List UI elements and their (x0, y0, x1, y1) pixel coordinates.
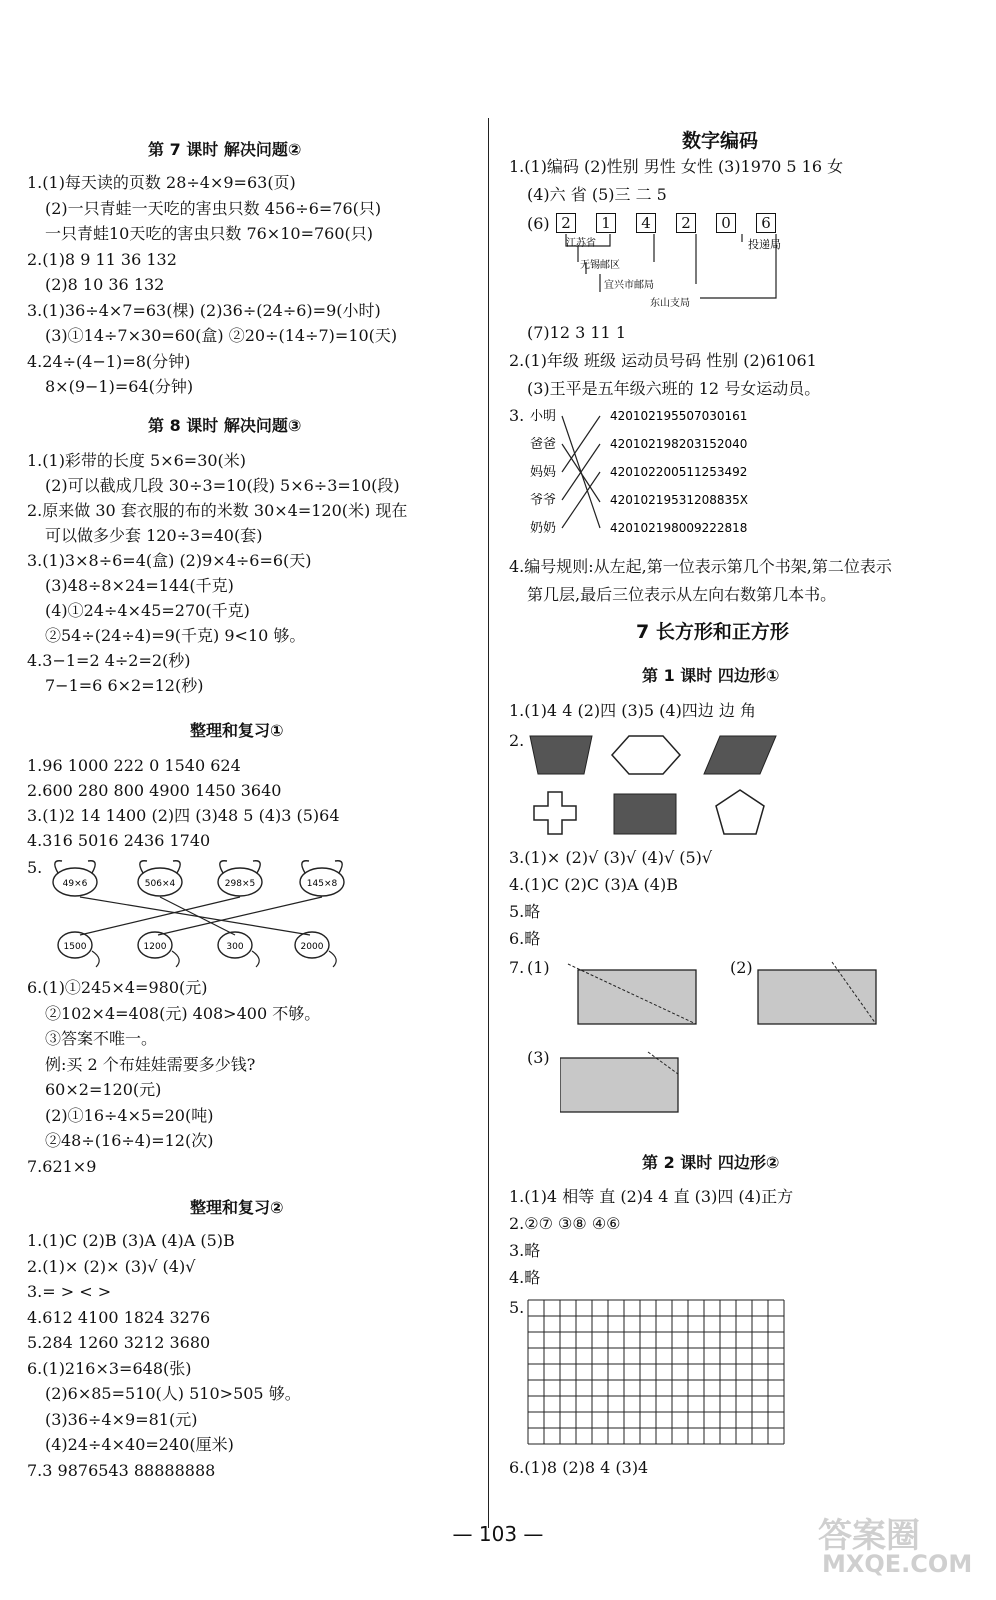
label-jiangsu: 江苏省 (566, 238, 596, 249)
s7-line: 3.(1)36÷4×7=63(棵) (2)36÷(24÷6)=9(小时) (27, 300, 381, 320)
r1b-line: 例:买 2 个布娃娃需要多少钱? (45, 1054, 256, 1074)
r1b-line: 60×2=120(元) (45, 1080, 162, 1099)
cross-shape (534, 792, 576, 834)
digit-box-3: 4 (636, 213, 656, 233)
label-dongshan: 东山支局 (650, 298, 690, 309)
column-divider (488, 118, 489, 1528)
section-title-quad1: 第 1 课时 四边形① (642, 666, 780, 685)
s7-line: 4.24÷(4−1)=8(分钟) (27, 351, 191, 371)
r1b-line: 7.621×9 (27, 1156, 97, 1176)
q7-label: 7. (509, 958, 525, 977)
q3-label: 3. (509, 406, 525, 425)
code_c-line: 第几层,最后三位表示从左向右数第几本书。 (527, 585, 837, 604)
code_b-line: (7)12 3 11 1 (527, 323, 626, 342)
r1b-line: 6.(1)①245×4=980(元) (27, 978, 208, 997)
s7-line: 2.(1)8 9 11 36 132 (27, 249, 177, 269)
id-2: 420102198203152040 (610, 437, 748, 451)
matching-lines (80, 897, 322, 935)
q7-part1-label: (1) (527, 958, 550, 977)
digit-box-2: 1 (596, 213, 616, 233)
cat-label-2: 506×4 (144, 879, 176, 889)
mouse-3 (218, 932, 259, 967)
q6-label: (6) (527, 214, 550, 233)
trapezoid-shape (530, 736, 592, 774)
digit-box-5: 0 (716, 213, 736, 233)
mouse-label-3: 300 (226, 942, 244, 952)
l2-line: 2.②⑦ ③⑧ ④⑥ (509, 1214, 621, 1233)
label-yixing: 宜兴市邮局 (604, 280, 654, 291)
label-delivery: 投递局 (748, 238, 781, 251)
watermark-url: MXQE.COM (822, 1550, 973, 1578)
s8-line: ②54÷(24÷4)=9(千克) 9<10 够。 (45, 626, 306, 645)
mouse-1 (58, 932, 99, 967)
l1b-line: 6.略 (509, 929, 541, 948)
r2-line: 2.(1)× (2)× (3)√ (4)√ (27, 1256, 196, 1276)
s8-line: 1.(1)彩带的长度 5×6=30(米) (27, 451, 247, 470)
section-title-review1: 整理和复习① (190, 721, 284, 740)
r2-line: 4.612 4100 1824 3276 (27, 1307, 211, 1327)
l2-line: 1.(1)4 相等 直 (2)4 4 直 (3)四 (4)正方 (509, 1187, 794, 1206)
r2-line: (4)24÷4×40=240(厘米) (45, 1435, 234, 1454)
r1a-line: 3.(1)2 14 1400 (2)四 (3)48 5 (4)3 (5)64 (27, 806, 340, 825)
id-5: 420102198009222818 (610, 521, 748, 535)
id-4: 42010219531208835X (610, 493, 749, 507)
section-title-digital-coding: 数字编码 (682, 130, 759, 152)
l1a-line: 1.(1)4 4 (2)四 (3)5 (4)四边 边 角 (509, 701, 756, 720)
l2-line: 3.略 (509, 1241, 541, 1260)
code_c-line: 4.编号规则:从左起,第一位表示第几个书架,第二位表示 (509, 557, 892, 576)
cat-label-1: 49×6 (62, 879, 88, 889)
l2-line: 4.略 (509, 1268, 541, 1287)
mouse-label-2: 1200 (143, 942, 167, 952)
s8-line: (4)①24÷4×45=270(千克) (45, 601, 250, 620)
name-2: 爸爸 (530, 437, 557, 452)
l1b-line: 4.(1)C (2)C (3)A (4)B (509, 875, 678, 894)
cat-2 (138, 861, 182, 896)
rectangle-shape (614, 794, 676, 834)
s8-line: (2)可以截成几段 30÷3=10(段) 5×6÷3=10(段) (45, 476, 400, 495)
section-title-review2: 整理和复习② (190, 1198, 284, 1217)
code_a-line: (4)六 省 (5)三 二 5 (527, 185, 667, 204)
code_a-line: 1.(1)编码 (2)性别 男性 女性 (3)1970 5 16 女 (509, 157, 844, 176)
r1a-line: 4.316 5016 2436 1740 (27, 831, 211, 850)
section-title-quad2: 第 2 课时 四边形② (642, 1153, 780, 1172)
quadrilateral-shapes-figure (522, 728, 792, 843)
unit7-title: 7 长方形和正方形 (636, 621, 789, 643)
cats-mice-matching-figure (40, 855, 360, 970)
square-grid-figure (526, 1298, 788, 1450)
s7-line: 8×(9−1)=64(分钟) (45, 377, 194, 396)
r2-line: 6.(1)216×3=648(张) (27, 1358, 192, 1378)
section-title-lesson8: 第 8 课时 解决问题③ (148, 416, 302, 435)
name-3: 妈妈 (530, 465, 557, 480)
s7-line: (2)8 10 36 132 (45, 275, 165, 294)
cat-3 (218, 861, 262, 896)
r1b-line: ②102×4=408(元) 408>400 不够。 (45, 1003, 321, 1023)
rectangle-cut-figures (560, 958, 900, 1118)
id-1: 420102195507030161 (610, 409, 748, 423)
r2-line: (3)36÷4×9=81(元) (45, 1409, 198, 1429)
cat-1 (53, 861, 97, 896)
s8-line: (3)48÷8×24=144(千克) (45, 576, 234, 595)
s7-line: 1.(1)每天读的页数 28÷4×9=63(页) (27, 173, 296, 192)
s8-line: 4.3−1=2 4÷2=2(秒) (27, 651, 191, 670)
r2-line: 7.3 9876543 88888888 (27, 1460, 216, 1480)
s7-line: (3)①14÷7×30=60(盒) ②20÷(14÷7)=10(天) (45, 326, 398, 345)
r1b-line: ③答案不唯一。 (45, 1029, 158, 1048)
pentagon-shape (716, 790, 764, 834)
cat-4 (300, 861, 344, 896)
r2-line: 5.284 1260 3212 3680 (27, 1333, 211, 1352)
q7-part2-label: (2) (730, 958, 753, 977)
q5-label: 5. (27, 858, 43, 877)
postal-code-diagram (550, 234, 810, 314)
mouse-4 (295, 932, 336, 967)
r2-line: 1.(1)C (2)B (3)A (4)A (5)B (27, 1231, 235, 1250)
s7-line: 一只青蛙10天吃的害虫只数 76×10=760(只) (45, 224, 374, 243)
postal-code-boxes (556, 213, 796, 233)
code_b-line: (3)王平是五年级六班的 12 号女运动员。 (527, 379, 821, 398)
last-answer: 6.(1)8 (2)8 4 (3)4 (509, 1458, 649, 1477)
id-matching-figure (528, 404, 828, 544)
q7-part3-label: (3) (527, 1048, 550, 1067)
name-5: 奶奶 (530, 521, 557, 536)
cat-label-3: 298×5 (224, 879, 256, 889)
page-number: — 103 — (452, 1522, 544, 1546)
section-title-lesson7: 第 7 课时 解决问题② (148, 140, 302, 159)
r1b-line: ②48÷(16÷4)=12(次) (45, 1131, 214, 1150)
digit-box-4: 2 (676, 213, 696, 233)
r1a-line: 2.600 280 800 4900 1450 3640 (27, 781, 282, 800)
r1a-line: 1.96 1000 222 0 1540 624 (27, 756, 241, 775)
name-1: 小明 (530, 409, 557, 424)
mouse-2 (138, 932, 179, 967)
hexagon-shape (612, 736, 680, 774)
digit-box-6: 6 (756, 213, 776, 233)
watermark-logo: 答案圈 (818, 1516, 920, 1556)
digit-box-1: 2 (556, 213, 576, 233)
mouse-label-1: 1500 (63, 942, 87, 952)
s8-line: 7−1=6 6×2=12(秒) (45, 676, 204, 695)
id-3: 420102200511253492 (610, 465, 748, 479)
l1b-line: 5.略 (509, 902, 541, 921)
r2-line: 3.= > < > (27, 1282, 112, 1301)
s8-line: 可以做多少套 120÷3=40(套) (45, 526, 263, 545)
parallelogram-shape (704, 736, 776, 774)
q5-grid-label: 5. (509, 1298, 525, 1317)
l1b-line: 3.(1)× (2)√ (3)√ (4)√ (5)√ (509, 848, 713, 867)
r2-line: (2)6×85=510(人) 510>505 够。 (45, 1384, 301, 1403)
s8-line: 2.原来做 30 套衣服的布的米数 30×4=120(米) 现在 (27, 501, 408, 520)
mouse-label-4: 2000 (300, 942, 324, 952)
q2-label: 2. (509, 731, 525, 750)
r1b-line: (2)①16÷4×5=20(吨) (45, 1105, 214, 1125)
s8-line: 3.(1)3×8÷6=4(盒) (2)9×4÷6=6(天) (27, 551, 312, 570)
name-4: 爷爷 (530, 493, 557, 508)
label-wuxi: 无锡邮区 (580, 260, 620, 271)
s7-line: (2)一只青蛙一天吃的害虫只数 456÷6=76(只) (45, 198, 382, 218)
cat-label-4: 145×8 (306, 879, 338, 889)
code_b-line: 2.(1)年级 班级 运动员号码 性别 (2)61061 (509, 351, 817, 370)
